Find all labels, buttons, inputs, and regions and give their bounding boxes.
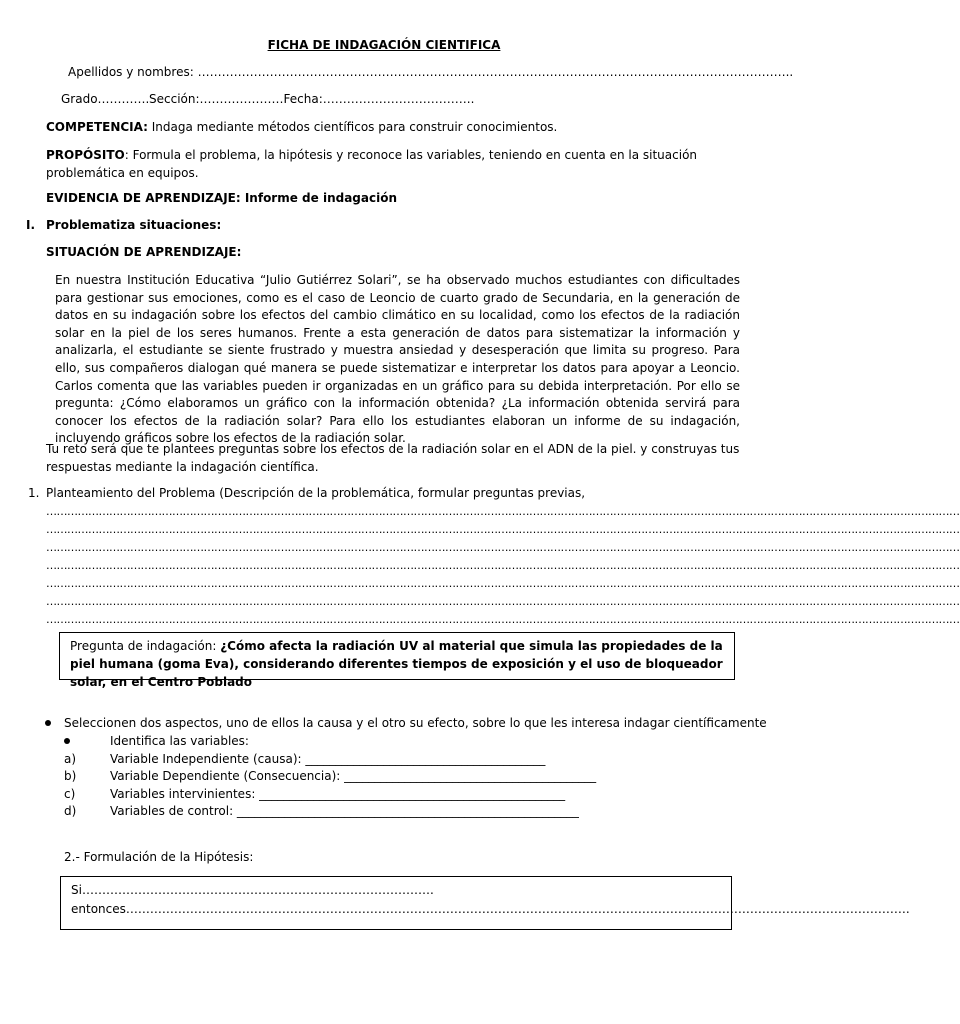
problem-statement-prompt: Planteamiento del Problema (Descripción de la problemática, formular preguntas previas, <box>46 486 586 500</box>
competencia-label: COMPETENCIA: <box>46 120 148 134</box>
answer-line[interactable]: ……………………………………………………………………………………………………………………………………………………………………………………………………………………………………… <box>46 505 960 518</box>
inquiry-question-label: Pregunta de indagación: <box>70 639 221 653</box>
proposito-label: PROPÓSITO <box>46 148 125 162</box>
inquiry-question-box <box>59 632 735 689</box>
page-title: FICHA DE INDAGACIÓN CIENTIFICA <box>267 38 501 52</box>
select-aspects-instruction: Seleccionen dos aspectos, uno de ellos la causa y el otro su efecto, sobre lo que les interesa indagar científicamente <box>64 716 767 730</box>
control-variables-field[interactable]: Variables de control: _________________________________________________________ <box>110 804 579 818</box>
answer-line[interactable]: ……………………………………………………………………………………………………………………………………………………………………………………………………………………………………… <box>46 523 960 536</box>
variable-letter: a) <box>64 752 77 766</box>
variable-letter: b) <box>64 769 77 783</box>
section-date-field: Sección:…………………Fecha:……………………………….. <box>149 92 475 106</box>
item-number: 1. <box>28 486 40 500</box>
identify-variables-label: Identifica las variables: <box>110 734 249 748</box>
situacion-paragraph: En nuestra Institución Educativa “Julio Gutiérrez Solari”, se ha observado muchos estudiantes con dificultades para gestionar sus emociones, como es el caso de Leoncio de cuarto grado de Secundaria, en la generación de datos en su indagación sobre los efectos del cambio climático en su localidad, como los efectos de la radiación solar en la piel de los seres humanos. Frente a esta generación de datos para sistematizar la información y analizarla, el estudiante se siente frustrado y muestra ansiedad y desesperación que limita su progreso. Para ello, sus compañeros dialogan qué manera se puede sistematizar e interpretar los datos para apoyar a Leoncio. Carlos comenta que las variables pueden ir organizadas en un gráfico para su debida interpretación. Por ello se pregunta: ¿Cómo elaboramos un gráfico con la información obtenida? ¿La información obtenida servirá para conocer los efectos de la radiación solar? Para ello los estudiantes elaboran un informe de su indagación, incluyendo gráficos sobre los efectos de la radiación solar. <box>55 273 740 446</box>
reto-paragraph: Tu reto será que te plantees preguntas sobre los efectos de la radiación solar en el ADN de la piel. y construyas tus respuestas mediante la indagación científica. <box>46 442 740 474</box>
intervening-variables-field[interactable]: Variables intervinientes: ___________________________________________________ <box>110 787 566 801</box>
proposito-text: : Formula el problema, la hipótesis y reconoce las variables, teniendo en cuenta en la situación problemática en equipos. <box>46 148 698 180</box>
grade-field: Grado…………. <box>61 92 150 106</box>
section-number: I. <box>26 218 36 232</box>
inquiry-question-text: ¿Cómo afecta la radiación UV al material que simula las propiedades de la piel humana (goma Eva), considerando diferentes tiempos de exposición y el uso de bloqueador solar, en el Centro Poblado <box>70 639 723 689</box>
competencia-line <box>46 118 740 136</box>
proposito-paragraph <box>46 146 740 182</box>
dependent-variable-field[interactable]: Variable Dependiente (Consecuencia): __________________________________________ <box>110 769 597 783</box>
independent-variable-field[interactable]: Variable Independiente (causa): ________________________________________ <box>110 752 546 766</box>
competencia-text: Indaga mediante métodos científicos para construir conocimientos. <box>147 120 558 134</box>
section-heading: Problematiza situaciones: <box>46 218 222 232</box>
bullet-icon <box>45 720 51 726</box>
variable-letter: c) <box>64 787 76 801</box>
hypothesis-box[interactable] <box>60 876 910 930</box>
situacion-heading: SITUACIÓN DE APRENDIZAJE: <box>46 245 242 259</box>
answer-line[interactable]: ……………………………………………………………………………………………………………………………………………………………………………………………………………………………………… <box>46 595 960 608</box>
name-field: Apellidos y nombres: ………………………………………………………………………………………………………………………………….. <box>68 65 794 79</box>
answer-line[interactable]: ……………………………………………………………………………………………………………………………………………………………………………………………………………………………………… <box>46 613 960 626</box>
answer-line[interactable]: ……………………………………………………………………………………………………………………………………………………………………………………………………………………………………… <box>46 577 960 590</box>
hypothesis-then-line[interactable]: entonces……………………………………………………………………………………………………………………………………………………………………………. <box>71 902 910 916</box>
evidencia-heading: EVIDENCIA DE APRENDIZAJE: Informe de indagación <box>46 191 397 205</box>
answer-line[interactable]: ……………………………………………………………………………………………………………………………………………………………………………………………………………………………………… <box>46 559 960 572</box>
hypothesis-if-line[interactable]: Si……………………………………………………………………………. <box>71 883 434 897</box>
variable-letter: d) <box>64 804 77 818</box>
answer-line[interactable]: ……………………………………………………………………………………………………………………………………………………………………………………………………………………………………… <box>46 541 960 554</box>
hypothesis-heading: 2.- Formulación de la Hipótesis: <box>64 850 254 864</box>
bullet-icon <box>64 738 70 744</box>
